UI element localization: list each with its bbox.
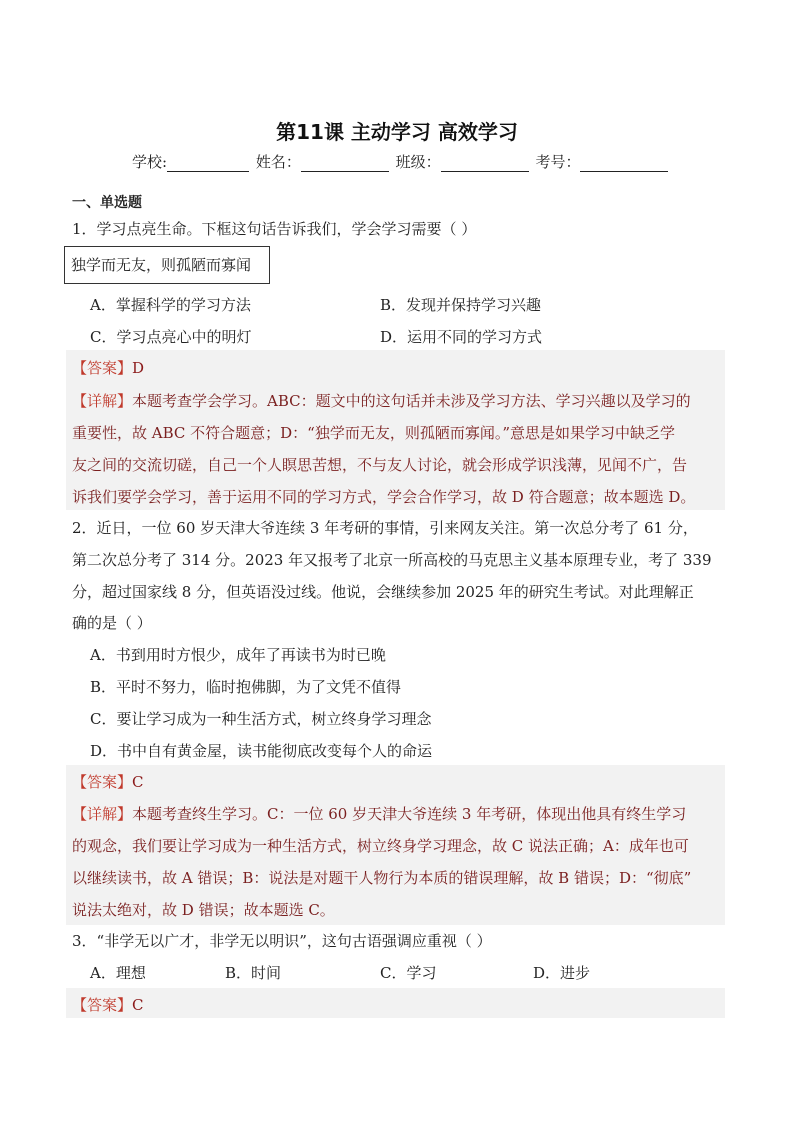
question-2-stem-line-3: 分，超过国家线 8 分，但英语没过线。他说，会继续参加 2025 年的研究生考试。对此理解正	[72, 583, 694, 601]
question-2-option-c: C．要让学习成为一种生活方式，树立终身学习理念	[90, 710, 432, 728]
question-2-answer	[72, 771, 144, 792]
question-2-stem-line-4: 确的是（ ）	[72, 614, 152, 632]
question-3-option-d: D．进步	[533, 964, 591, 982]
answer-tag: 【答案】	[72, 359, 133, 377]
detail-tag: 【详解】	[72, 805, 133, 823]
student-info-line	[132, 151, 670, 172]
question-2-detail-line-2: 的观念，我们要让学习成为一种生活方式，树立终身学习理念，故 C 说法正确；A：成年也可	[72, 837, 689, 855]
question-2-detail-line-3: 以继续读书，故 A 错误；B：说法是对题干人物行为本质的错误理解，故 B 错误；D：“彻底”	[72, 869, 692, 887]
name-label: 姓名：	[255, 153, 301, 171]
question-2-detail-line-4: 说法太绝对，故 D 错误；故本题选 C。	[72, 901, 335, 919]
question-2-option-a: A．书到用时方恨少，成年了再读书为时已晚	[90, 646, 386, 664]
question-1-stem: 1．学习点亮生命。下框这句话告诉我们，学会学习需要（ ）	[72, 220, 477, 238]
question-1-option-b: B．发现并保持学习兴趣	[380, 296, 542, 314]
exam-number-blank[interactable]	[580, 155, 668, 172]
question-3-option-b: B．时间	[225, 964, 282, 982]
name-blank[interactable]	[301, 155, 389, 172]
question-1-quote-box: 独学而无友，则孤陋而寡闻	[64, 246, 270, 284]
question-1-option-a: A．掌握科学的学习方法	[90, 296, 251, 314]
question-2-stem-line-2: 第二次总分考了 314 分。2023 年又报考了北京一所高校的马克思主义基本原理专业，考了 339	[72, 551, 712, 569]
question-3-option-c: C．学习	[380, 964, 437, 982]
answer-tag: 【答案】	[72, 773, 133, 791]
question-1-option-c: C．学习点亮心中的明灯	[90, 328, 252, 346]
section-heading: 一、单选题	[72, 195, 142, 211]
detail-text: 本题考查终生学习。C：一位 60 岁天津大爷连续 3 年考研，体现出他具有终生学习	[132, 805, 687, 823]
question-2-stem-line-1: 2．近日，一位 60 岁天津大爷连续 3 年考研的事情，引来网友关注。第一次总分考了 61 分，	[72, 519, 698, 537]
detail-text: 本题考查学会学习。ABC：题文中的这句话并未涉及学习方法、学习兴趣以及学习的	[132, 392, 691, 410]
question-1-detail-line-1	[72, 390, 691, 411]
school-blank[interactable]	[167, 155, 249, 172]
question-1-answer-value: D	[132, 359, 145, 377]
class-label: 班级：	[395, 153, 441, 171]
question-3-answer-value: C	[132, 996, 144, 1014]
question-1-detail-line-4: 诉我们要学会学习，善于运用不同的学习方式，学会合作学习，故 D 符合题意；故本题选 D。	[72, 488, 696, 506]
question-1-detail-line-3: 友之间的交流切磋，自己一个人瞑思苦想，不与友人讨论，就会形成学识浅薄，见闻不广，告	[72, 456, 688, 474]
school-label: 学校:	[132, 153, 168, 171]
question-3-answer-box	[66, 988, 725, 1018]
question-1-answer	[72, 357, 144, 378]
question-3-option-a: A．理想	[90, 964, 146, 982]
question-3-answer	[72, 994, 144, 1015]
question-2-detail-line-1	[72, 803, 686, 824]
answer-tag: 【答案】	[72, 996, 133, 1014]
question-1-detail-line-2: 重要性，故 ABC 不符合题意；D：“独学而无友，则孤陋而寡闻。”意思是如果学习中缺乏学	[72, 424, 676, 442]
detail-tag: 【详解】	[72, 392, 133, 410]
question-2-option-b: B．平时不努力，临时抱佛脚，为了文凭不值得	[90, 678, 402, 696]
question-1-option-d: D．运用不同的学习方式	[380, 328, 543, 346]
question-2-option-d: D．书中自有黄金屋，读书能彻底改变每个人的命运	[90, 742, 433, 760]
page-title: 第11课 主动学习 高效学习	[276, 120, 518, 144]
exam-number-label: 考号：	[535, 153, 581, 171]
class-blank[interactable]	[441, 155, 529, 172]
question-3-stem: 3．“非学无以广才，非学无以明识”，这句古语强调应重视（ ）	[72, 932, 492, 950]
question-2-answer-value: C	[132, 773, 144, 791]
